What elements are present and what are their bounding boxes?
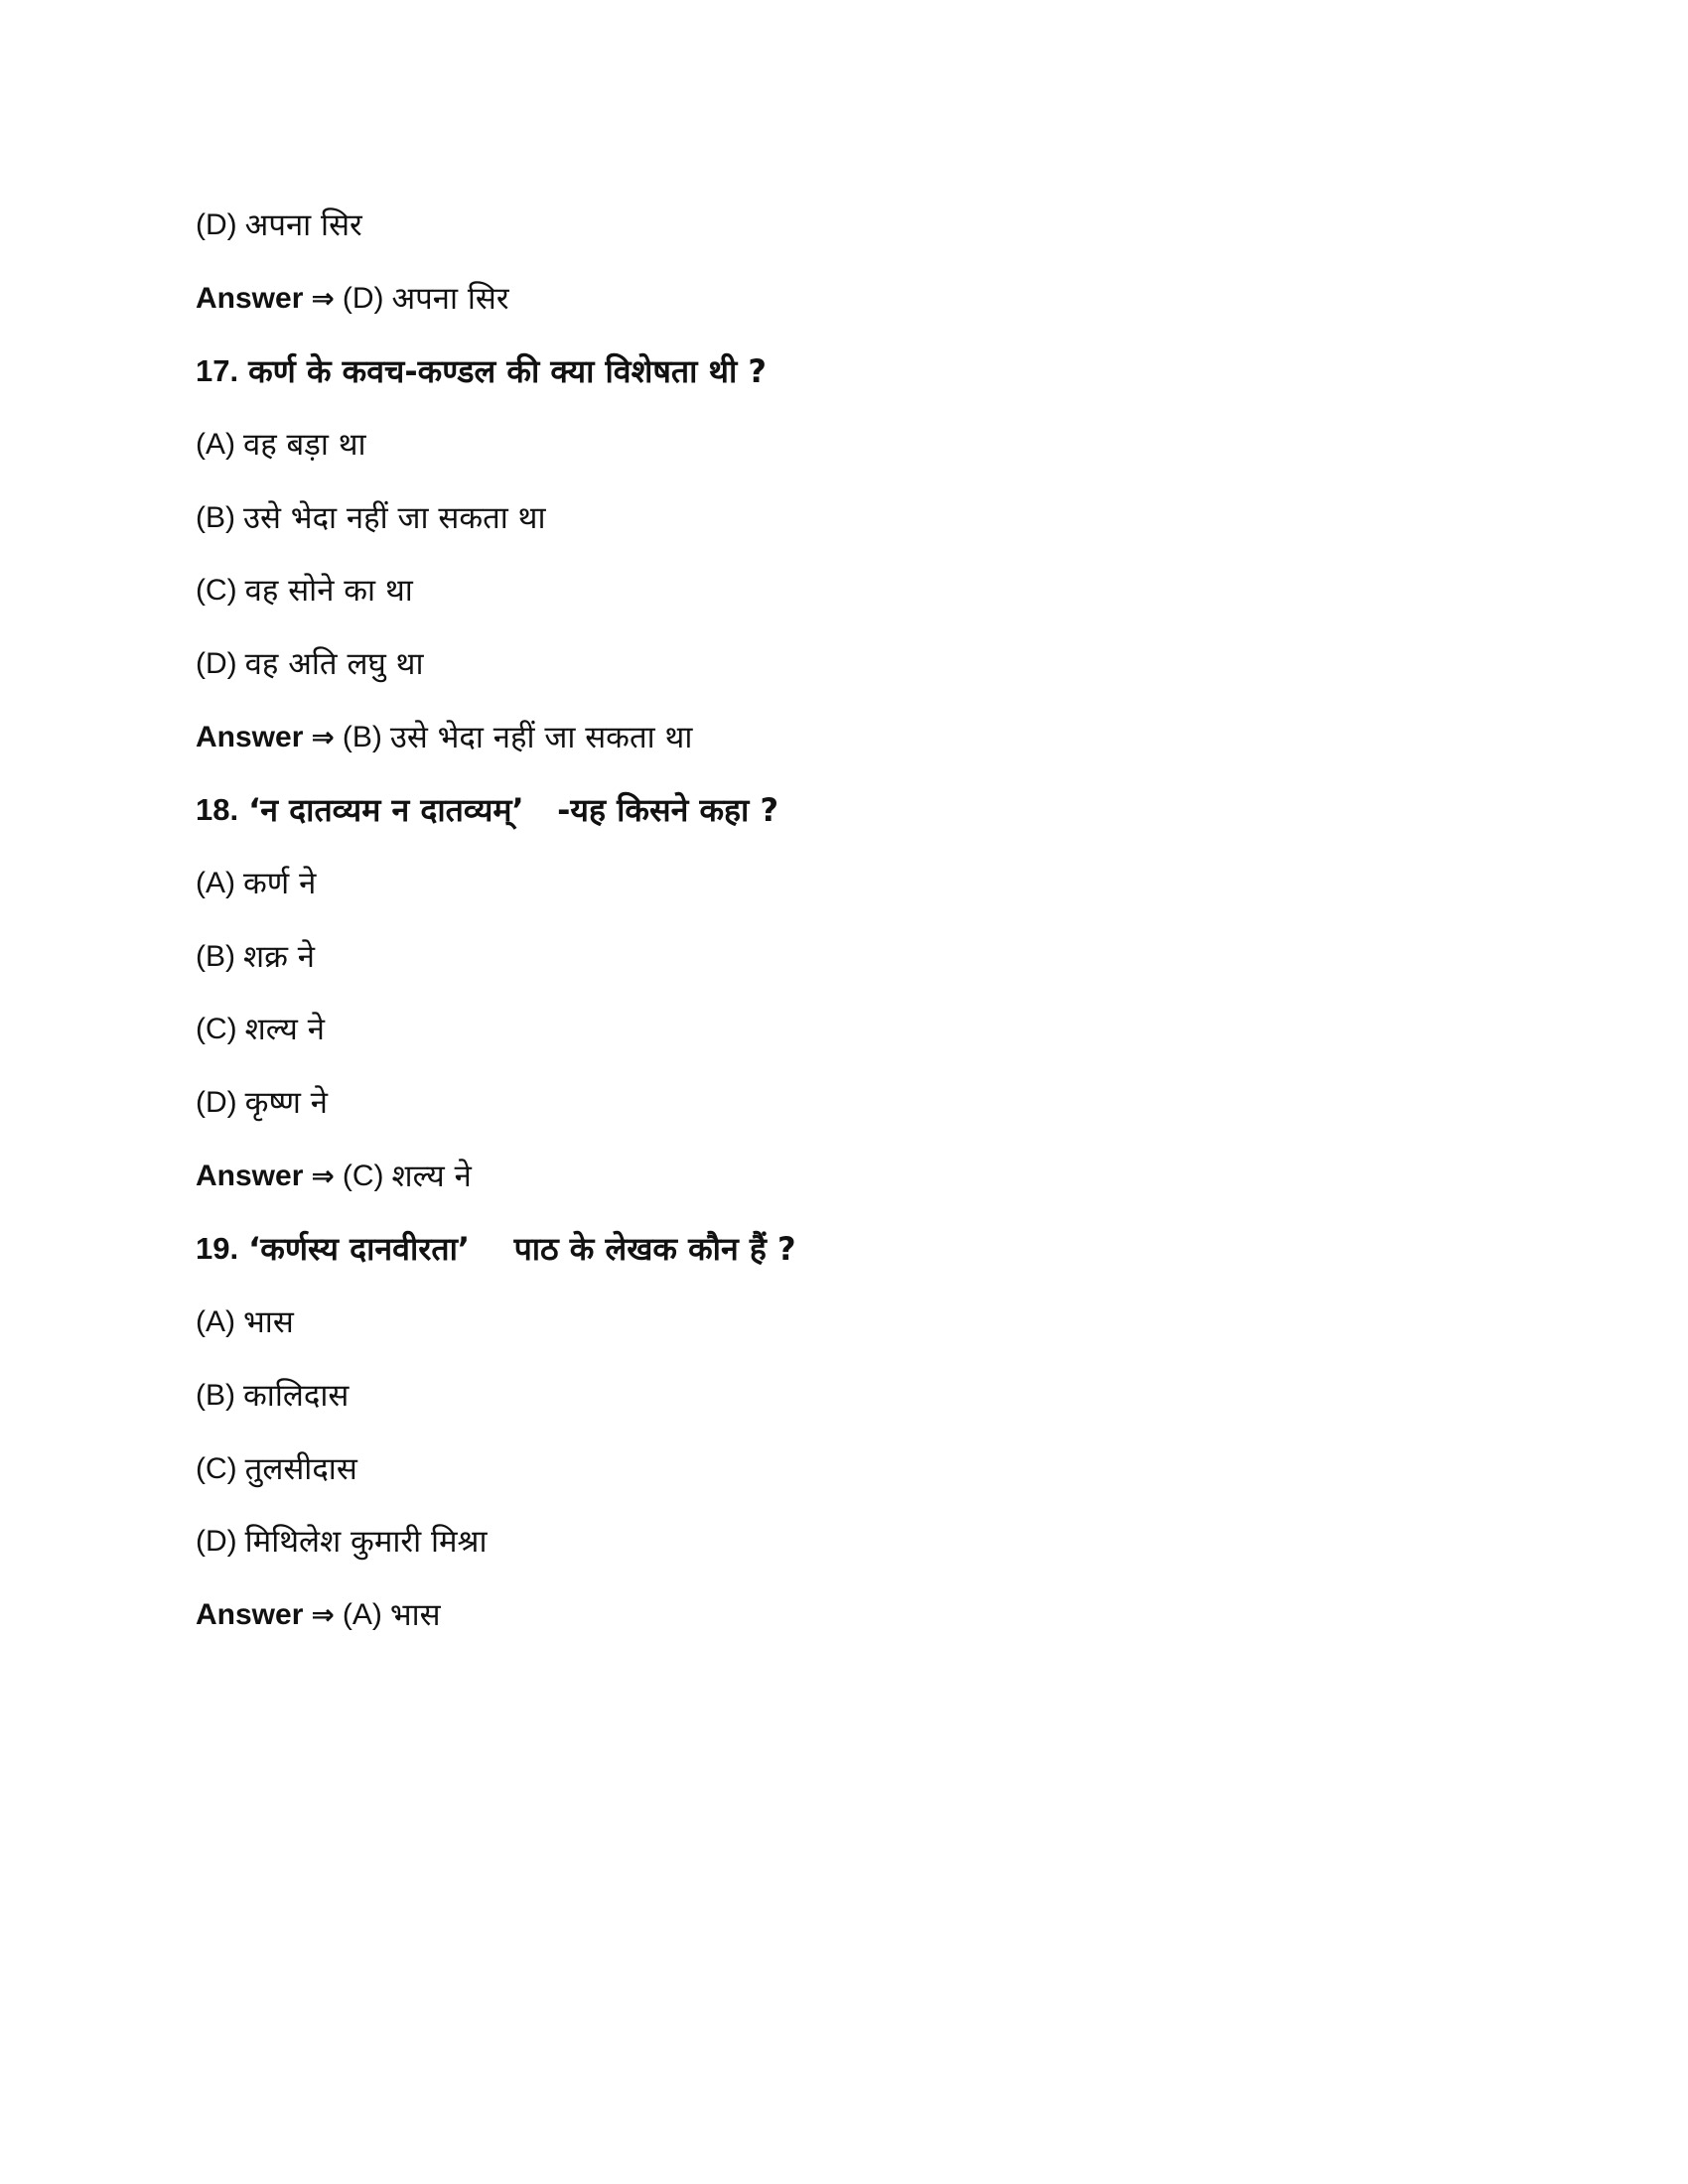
option-letter: (A) xyxy=(196,427,235,461)
option-letter: (A) xyxy=(196,1305,235,1339)
question-number: 18. xyxy=(196,792,239,828)
answer-line xyxy=(196,701,1569,774)
option-line xyxy=(196,847,1569,920)
option-line xyxy=(196,408,1569,481)
arrow-icon: ⇒ xyxy=(311,1597,335,1631)
option-line xyxy=(196,1286,1569,1359)
option-text: वह अति लघु था xyxy=(244,645,424,682)
option-line xyxy=(196,1359,1569,1433)
question-text: ‘कर्णस्य दानवीरता’ पाठ के लेखक कौन हैं ? xyxy=(248,1230,796,1269)
option-text: कालिदास xyxy=(243,1377,350,1414)
option-letter: (C) xyxy=(196,1451,237,1485)
option-text: शक्र ने xyxy=(243,938,315,975)
question-17 xyxy=(196,335,1569,408)
option-letter: (C) xyxy=(196,1013,237,1046)
option-text: भास xyxy=(243,1304,294,1341)
option-line xyxy=(196,481,1569,555)
option-text: वह बड़ा था xyxy=(243,426,366,463)
option-text: अपना सिर xyxy=(244,206,362,243)
option-letter: (D) xyxy=(196,646,237,680)
answer-text: अपना सिर xyxy=(391,280,509,317)
option-letter: (D) xyxy=(196,207,237,241)
answer-letter: (D) xyxy=(342,281,384,315)
answer-line xyxy=(196,262,1569,336)
option-letter: (D) xyxy=(196,1086,237,1120)
answer-label: Answer xyxy=(196,281,304,315)
question-text: कर्ण के कवच-कण्डल की क्या विशेषता थी ? xyxy=(248,352,767,391)
option-letter: (B) xyxy=(196,939,235,973)
option-letter: (B) xyxy=(196,500,235,534)
option-letter: (C) xyxy=(196,574,237,608)
answer-line xyxy=(196,1578,1569,1652)
option-text: वह सोने का था xyxy=(244,573,413,610)
answer-letter: (A) xyxy=(342,1597,382,1631)
arrow-icon: ⇒ xyxy=(311,281,335,315)
question-18 xyxy=(196,774,1569,848)
option-text: कृष्ण ने xyxy=(244,1085,328,1122)
option-text: तुलसीदास xyxy=(244,1450,357,1487)
arrow-icon: ⇒ xyxy=(311,1159,335,1192)
answer-line xyxy=(196,1140,1569,1213)
option-line xyxy=(196,1066,1569,1140)
option-line xyxy=(196,627,1569,701)
option-line xyxy=(196,189,1569,262)
option-line xyxy=(196,920,1569,994)
answer-label: Answer xyxy=(196,1597,304,1631)
answer-label: Answer xyxy=(196,720,304,753)
option-line xyxy=(196,1433,1569,1506)
document-page xyxy=(196,189,1569,1652)
option-text: मिथिलेश कुमारी मिश्रा xyxy=(244,1524,488,1561)
option-letter: (D) xyxy=(196,1525,237,1559)
option-line xyxy=(196,1505,1569,1578)
option-line xyxy=(196,554,1569,627)
question-19 xyxy=(196,1213,1569,1287)
answer-text: शल्य ने xyxy=(391,1158,472,1194)
question-number: 17. xyxy=(196,353,239,389)
option-text: शल्य ने xyxy=(244,1012,325,1048)
answer-text: उसे भेदा नहीं जा सकता था xyxy=(389,719,693,755)
question-number: 19. xyxy=(196,1231,239,1267)
option-letter: (B) xyxy=(196,1378,235,1412)
arrow-icon: ⇒ xyxy=(311,720,335,753)
answer-label: Answer xyxy=(196,1159,304,1192)
question-text: ‘न दातव्यम न दातव्यम्’ -यह किसने कहा ? xyxy=(248,791,779,830)
answer-letter: (B) xyxy=(342,720,382,753)
option-letter: (A) xyxy=(196,867,235,900)
option-text: उसे भेदा नहीं जा सकता था xyxy=(243,499,546,536)
answer-letter: (C) xyxy=(342,1159,384,1192)
answer-text: भास xyxy=(389,1596,441,1633)
option-line xyxy=(196,994,1569,1067)
option-text: कर्ण ने xyxy=(243,866,317,902)
